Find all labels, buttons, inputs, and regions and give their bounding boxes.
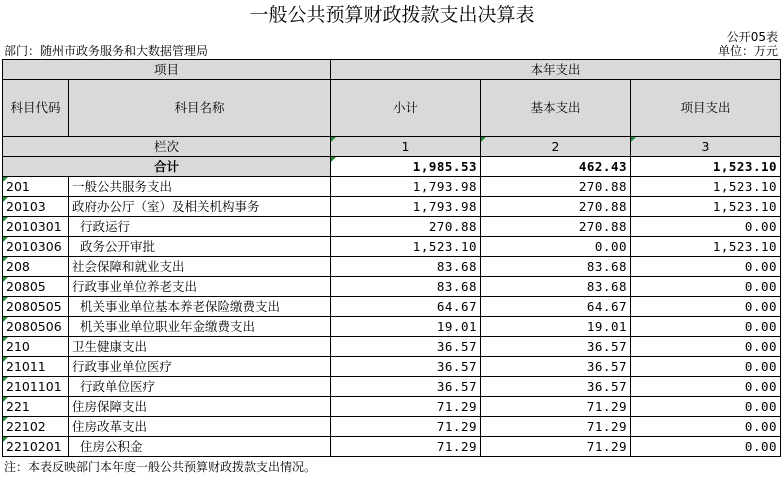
row-project: 0.00	[631, 317, 781, 337]
row-project: 1,523.10	[631, 177, 781, 197]
row-name: 机关事业单位基本养老保险缴费支出	[69, 297, 331, 317]
row-code: 20103	[3, 197, 69, 217]
footnote: 注：本表反映部门本年度一般公共预算财政拨款支出情况。	[4, 460, 317, 474]
row-subtotal: 270.88	[331, 217, 481, 237]
header-row-1	[3, 60, 781, 80]
header-project-expenditure: 项目支出	[631, 80, 781, 137]
row-subtotal: 36.57	[331, 377, 481, 397]
page-title: 一般公共预算财政拨款支出决算表	[249, 4, 535, 26]
table-row	[3, 177, 781, 197]
table-row	[3, 217, 781, 237]
row-name: 一般公共服务支出	[69, 177, 331, 197]
row-code: 2080505	[3, 297, 69, 317]
row-subtotal: 1,793.98	[331, 177, 481, 197]
row-project: 0.00	[631, 397, 781, 417]
row-subtotal: 71.29	[331, 397, 481, 417]
row-code: 221	[3, 397, 69, 417]
row-subtotal: 83.68	[331, 277, 481, 297]
row-project: 0.00	[631, 357, 781, 377]
header-code: 科目代码	[3, 80, 69, 137]
row-subtotal: 64.67	[331, 297, 481, 317]
total-row	[3, 157, 781, 177]
row-name: 行政事业单位养老支出	[69, 277, 331, 297]
row-basic: 0.00	[481, 237, 631, 257]
row-name: 机关事业单位职业年金缴费支出	[69, 317, 331, 337]
table-row	[3, 317, 781, 337]
row-name: 卫生健康支出	[69, 337, 331, 357]
header-row-2	[3, 80, 781, 137]
row-basic: 270.88	[481, 197, 631, 217]
row-project: 0.00	[631, 277, 781, 297]
row-basic: 270.88	[481, 217, 631, 237]
row-code: 21011	[3, 357, 69, 377]
row-name: 政务公开审批	[69, 237, 331, 257]
row-basic: 71.29	[481, 397, 631, 417]
row-name: 行政事业单位医疗	[69, 357, 331, 377]
row-basic: 83.68	[481, 277, 631, 297]
row-name: 行政单位医疗	[69, 377, 331, 397]
index-2: 2	[481, 137, 631, 157]
row-project: 1,523.10	[631, 197, 781, 217]
row-basic: 19.01	[481, 317, 631, 337]
row-code: 2101101	[3, 377, 69, 397]
row-project: 0.00	[631, 417, 781, 437]
row-name: 住房改革支出	[69, 417, 331, 437]
department-label: 部门：随州市政务服务和大数据管理局	[4, 44, 209, 58]
row-basic: 83.68	[481, 257, 631, 277]
row-name: 社会保障和就业支出	[69, 257, 331, 277]
table-row	[3, 417, 781, 437]
row-code: 2010301	[3, 217, 69, 237]
row-code: 201	[3, 177, 69, 197]
row-basic: 71.29	[481, 437, 631, 457]
row-basic: 36.57	[481, 337, 631, 357]
row-code: 210	[3, 337, 69, 357]
row-basic: 64.67	[481, 297, 631, 317]
header-basic: 基本支出	[481, 80, 631, 137]
table-row	[3, 437, 781, 457]
row-code: 2010306	[3, 237, 69, 257]
row-project: 0.00	[631, 437, 781, 457]
row-subtotal: 1,523.10	[331, 237, 481, 257]
row-subtotal: 19.01	[331, 317, 481, 337]
row-code: 2210201	[3, 437, 69, 457]
table-row	[3, 297, 781, 317]
unit-label: 单位：万元	[717, 44, 778, 58]
header-name: 科目名称	[69, 80, 331, 137]
row-code: 22102	[3, 417, 69, 437]
row-code: 208	[3, 257, 69, 277]
row-basic: 36.57	[481, 357, 631, 377]
index-3: 3	[631, 137, 781, 157]
row-project: 0.00	[631, 337, 781, 357]
row-subtotal: 36.57	[331, 357, 481, 377]
expenditure-table	[2, 59, 781, 457]
index-label: 栏次	[3, 137, 331, 157]
form-number: 公开05表	[726, 30, 778, 44]
row-project: 0.00	[631, 297, 781, 317]
header-project: 项目	[3, 60, 331, 80]
total-subtotal: 1,985.53	[331, 157, 481, 177]
row-name: 住房保障支出	[69, 397, 331, 417]
table-row	[3, 357, 781, 377]
row-project: 1,523.10	[631, 237, 781, 257]
table-row	[3, 337, 781, 357]
row-code: 20805	[3, 277, 69, 297]
row-basic: 36.57	[481, 377, 631, 397]
row-subtotal: 1,793.98	[331, 197, 481, 217]
table-row	[3, 257, 781, 277]
header-current-year: 本年支出	[331, 60, 781, 80]
row-project: 0.00	[631, 377, 781, 397]
total-label: 合计	[3, 157, 331, 177]
table-row	[3, 377, 781, 397]
row-name: 住房公积金	[69, 437, 331, 457]
table-row	[3, 197, 781, 217]
index-row	[3, 137, 781, 157]
index-1: 1	[331, 137, 481, 157]
table-row	[3, 277, 781, 297]
row-subtotal: 71.29	[331, 417, 481, 437]
total-basic: 462.43	[481, 157, 631, 177]
row-basic: 71.29	[481, 417, 631, 437]
row-name: 政府办公厅（室）及相关机构事务	[69, 197, 331, 217]
table-row	[3, 397, 781, 417]
row-code: 2080506	[3, 317, 69, 337]
row-project: 0.00	[631, 257, 781, 277]
row-subtotal: 83.68	[331, 257, 481, 277]
row-subtotal: 71.29	[331, 437, 481, 457]
table-row	[3, 237, 781, 257]
row-subtotal: 36.57	[331, 337, 481, 357]
total-project: 1,523.10	[631, 157, 781, 177]
header-subtotal: 小计	[331, 80, 481, 137]
row-project: 0.00	[631, 217, 781, 237]
row-basic: 270.88	[481, 177, 631, 197]
row-name: 行政运行	[69, 217, 331, 237]
